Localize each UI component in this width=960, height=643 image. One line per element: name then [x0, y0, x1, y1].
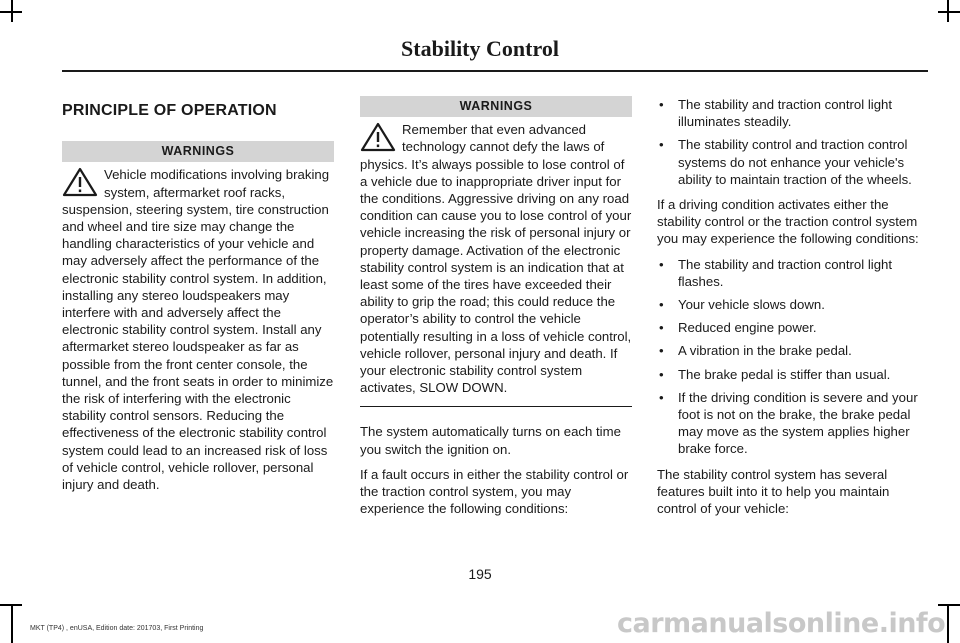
paragraph-activation: If a driving condition activates either the stability control or the traction control system you may experience the following conditions:	[657, 197, 919, 247]
watermark: carmanualsonline.info	[617, 608, 946, 639]
column-middle	[360, 96, 632, 525]
crop-mark-bottom-left-vertical	[11, 604, 13, 643]
warning-triangle-icon	[62, 167, 98, 197]
crop-mark-bottom-left-horizontal	[0, 604, 22, 606]
warnings-label: WARNINGS	[62, 141, 334, 162]
paragraph-features: The stability control system has several features built into it to help you maintain control of your vehicle:	[657, 466, 890, 517]
paragraph-fault: If a fault occurs in either the stability control or the traction control system, you may experience the following conditions:	[360, 466, 629, 517]
warning-block-left	[62, 166, 334, 493]
activation-conditions-list	[657, 256, 927, 458]
column-right	[657, 96, 927, 525]
list-item: • The stability control and traction control systems do not enhance your vehicle's ability to maintain traction of the wheels.	[657, 136, 927, 188]
list-item: • A vibration in the brake pedal.	[657, 342, 927, 359]
list-item: • The stability and traction control light flashes.	[657, 256, 927, 290]
warning-text-left: Vehicle modifications involving braking system, aftermarket roof racks, suspension, steering system, tire construction and wheel and tire size may change the handling characteristics of your vehicle and may adversely affect the performance of the electronic stability control system. In addition, installing any stereo loudspeakers may interfere with and adversely affect the electronic stability control system. Install any aftermarket stereo loudspeaker as far as possible from the front center console, the tunnel, and the front seats in order to minimize the risk of interfering with the electronic stability control sensors. Reducing the effectiveness of the electronic stability control system could lead to an increased risk of loss of vehicle control, vehicle rollover, personal injury and death.	[62, 167, 334, 493]
warning-triangle-icon	[360, 122, 396, 152]
warnings-label: WARNINGS	[360, 96, 632, 117]
column-left	[62, 96, 334, 493]
paragraph-ignition: The system automatically turns on each time you switch the ignition on.	[360, 424, 621, 457]
list-item: • If the driving condition is severe and your foot is not on the brake, the brake pedal may move as the system applies higher brake force.	[657, 389, 927, 458]
crop-mark-bottom-right-horizontal	[938, 604, 960, 606]
list-item: • Reduced engine power.	[657, 319, 927, 336]
crop-mark-bottom-right-vertical	[947, 604, 949, 643]
section-heading: PRINCIPLE OF OPERATION	[62, 102, 277, 119]
page-number: 195	[468, 566, 492, 582]
fault-conditions-list	[657, 96, 927, 188]
warning-end-rule	[360, 406, 632, 407]
edition-footer: MKT (TP4) , enUSA, Edition date: 201703, First Printing	[30, 625, 204, 632]
list-item: • The stability and traction control light illuminates steadily.	[657, 96, 927, 130]
page-title: Stability Control	[401, 36, 559, 61]
warning-text-middle: Remember that even advanced technology cannot defy the laws of physics. It’s always possible to lose control of a vehicle due to inappropriate driver input for the conditions. Aggressive driving on any road condition can cause you to lose control of your vehicle increasing the risk of personal injury or property damage. Activation of the electronic stability control system is an indication that at least some of the tires have exceeded their ability to grip the road; this could reduce the operator’s ability to control the vehicle potentially resulting in a loss of vehicle control, vehicle rollover, personal injury and death. If your electronic stability control system activates, SLOW DOWN.	[360, 122, 632, 396]
warning-block-middle	[360, 121, 632, 396]
header-divider	[62, 70, 928, 72]
crop-mark-top-right-horizontal	[938, 11, 960, 13]
list-item: • The brake pedal is stiffer than usual.	[657, 366, 927, 383]
crop-mark-top-left-horizontal	[0, 11, 22, 13]
list-item: • Your vehicle slows down.	[657, 296, 927, 313]
